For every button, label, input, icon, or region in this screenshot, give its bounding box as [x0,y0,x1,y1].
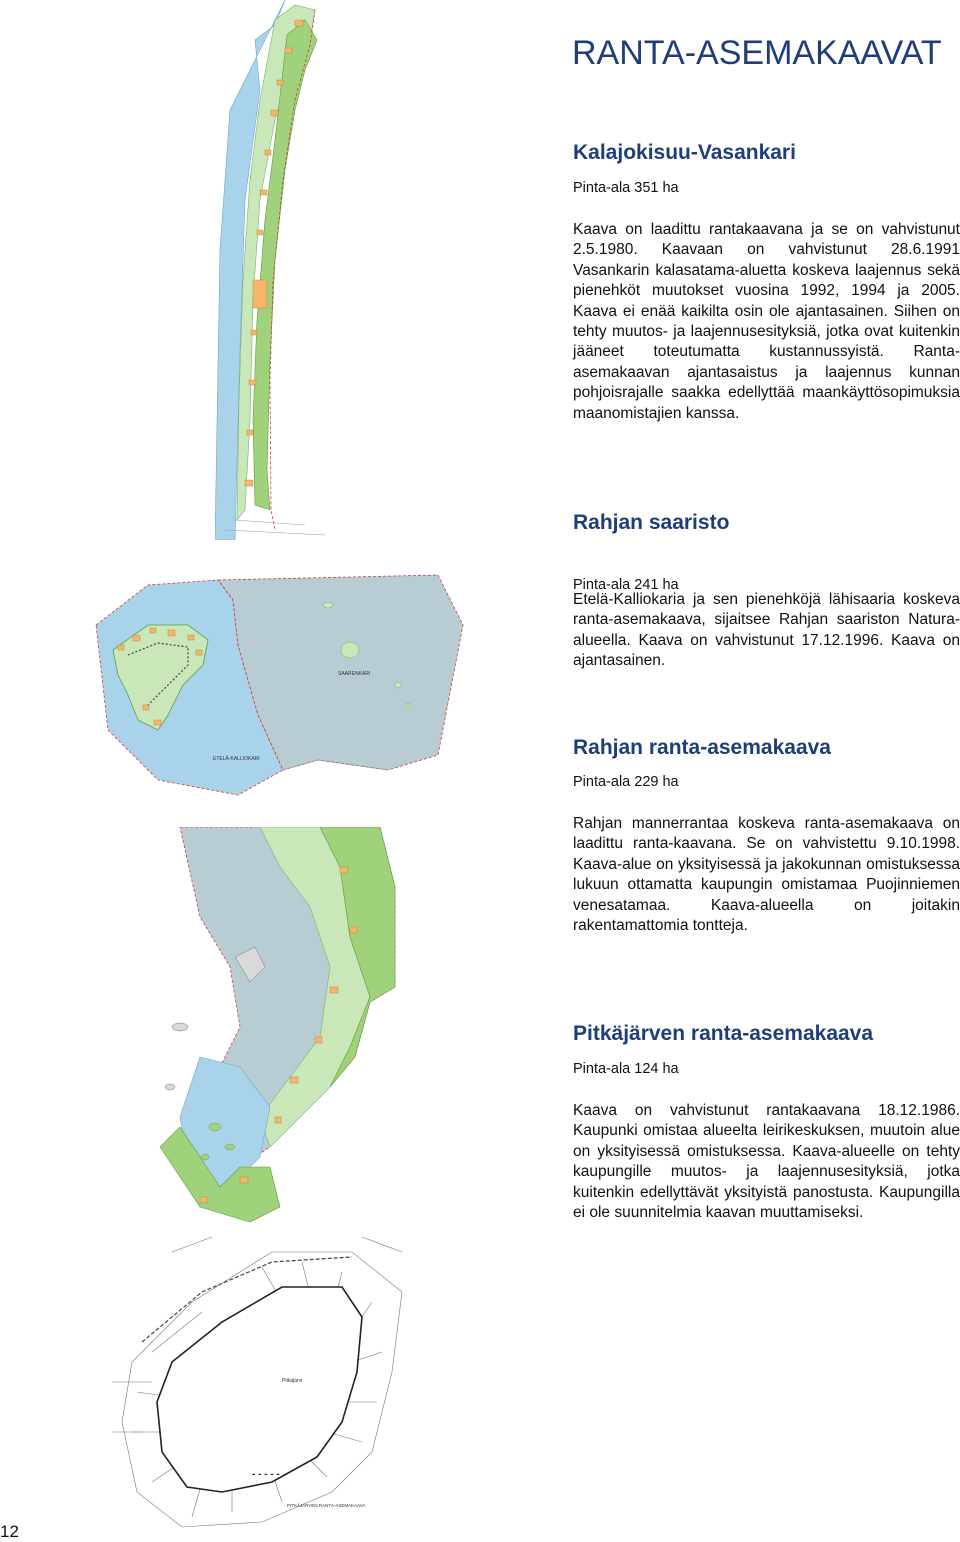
section-title-pitkajarvi: Pitkäjärven ranta-asemakaava [573,1022,874,1045]
section-text-rahjan-saaristo: Etelä-Kalliokaria ja sen pienehköjä lähisaaria koskeva ranta-asemakaava, sijaitsee Rahjan saariston Natura-alueella. Kaava on vahvistunut 17.12.1996. Kaava on ajantasainen. [573,591,960,670]
map-kalajokisuu-vasankari [215,0,340,540]
section-area-rahjan-ranta: Pinta-ala 229 ha [573,774,679,790]
section-text-rahjan-ranta: Rahjan mannerrantaa koskeva ranta-asemakaava on laadittu ranta-kaavana. Se on vahvistettu 9.10.1998. Kaava-alue on yksityisessä ja jakokunnan omistuksessa lukuun ottamatta kaupungin omistamaa Puojinniemen venesatamaa. Kaava-alueella on joitakin rakentamattomia tontteja. [573,815,960,935]
section-title-rahjan-ranta: Rahjan ranta-asemakaava [573,736,831,759]
section-title-rahjan-saaristo: Rahjan saaristo [573,511,730,534]
map-pitkajarvi [112,1232,412,1532]
map-label-etela-kalliokari: ETELÄ-KALLIOKARI [213,756,260,762]
map-label-saarenkari: SAARENKARI [338,671,371,677]
section-area-pitkajarvi: Pinta-ala 124 ha [573,1061,679,1077]
map-legend-dashes: - - - - - [252,1469,280,1480]
section-area-kalajokisuu: Pinta-ala 351 ha [573,180,679,196]
map-rahjan-saaristo [88,555,473,807]
map-label-plan: PITKÄJÄRVEN RANTA-ASEMAKAAVA [287,1503,366,1508]
section-title-kalajokisuu: Kalajokisuu-Vasankari [573,141,796,164]
page-number: 12 [0,1522,19,1541]
section-area-rahjan-saaristo: Pinta-ala 241 ha [573,577,679,593]
section-text-kalajokisuu: Kaava on laadittu rantakaavana ja se on vahvistunut 2.5.1980. Kaavaan on vahvistunut 28.6.1991 Vasankarin kalasatama-aluetta koskeva laajennus sekä pienehköt muutokset vuosina 1992, 1994 ja 2005. Kaava ei enää kaikilta osin ole ajantasainen. Siihen on tehty muutos- ja laajennusesityksiä, jotka ovat kuitenkin jääneet toteutumatta kustannussyistä. Ranta-asemakaavan ajantasaistus ja laajennus kunnan pohjoisrajalle saakka edellyttää maankäyttösopimuksia maanomistajien kanssa. [573,221,960,422]
section-text-pitkajarvi: Kaava on vahvistunut rantakaavana 18.12.1986. Kaupunki omistaa alueelta leirikeskuksen, muutoin alue on yksityisessä omistuksessa. Kaava-alueelle on tehty kaupungille muutos- ja laajennusesityksiä, jotka kuitenkin edellyttävät yksityistä panostusta. Kaupungilla ei ole suunnitelmia kaavan muuttamiseksi. [573,1102,960,1222]
map-rahjan-ranta [140,827,400,1232]
page-title: RANTA-ASEMAKAAVAT [572,34,942,72]
map-label-pitkajarvi: Pitkäjärvi [282,1378,303,1384]
